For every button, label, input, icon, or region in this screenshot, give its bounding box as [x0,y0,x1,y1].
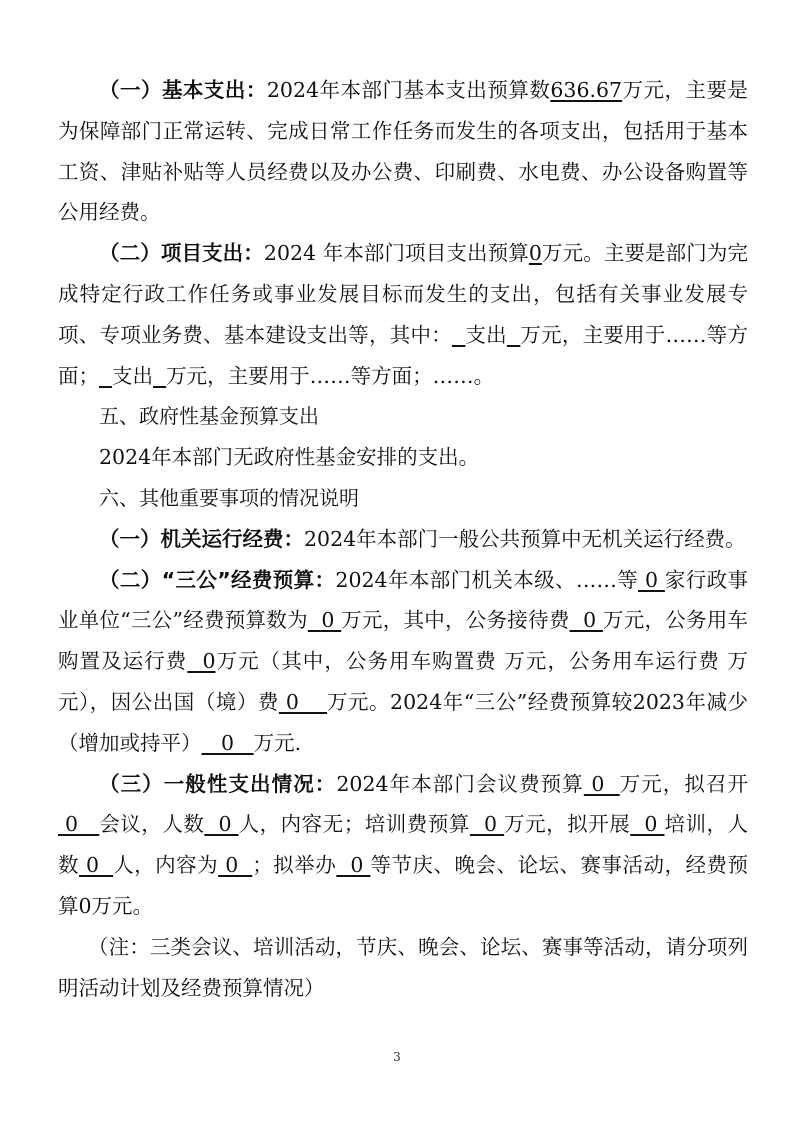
section-5-heading: 五、政府性基金预算支出 [99,404,319,429]
three-public-expenses-label: （二）“三公”经费预算： [99,567,336,592]
general-expenditure-label: （三）一般性支出情况： [99,771,337,796]
basic-expenditure-paragraph: （一）基本支出：2024年本部门基本支出预算数636.67万元，主要是为保障部门正常运转、完成日常工作任务而发生的各项支出，包括用于基本工资、津贴补贴等人员经费以及办公费、印刷费、水电费、办公设备购置等公用经费。 [58,78,748,225]
section-5-text: 2024年本部门无政府性基金安排的支出。 [99,445,480,470]
three-public-expenses-paragraph: （二）“三公”经费预算：2024年本部门机关本级、……等 0 家行政事业单位“三公”经费预算数为 0 万元，其中，公务接待费 0 万元，公务用车购置及运行费 0万元（其中，公务用车购置费 万元，公务用车运行费 万元），因公出国（境）费 0 万元。2024年“三公”经费预算较2023年减少（增加或持平） 0 万元. [58,567,749,755]
document-body [58,70,748,1008]
project-expenditure-label: （二）项目支出： [99,241,264,266]
operating-expenses-paragraph: （一）机关运行经费：2024年本部门一般公共预算中无机关运行经费。 [99,526,746,551]
section-6-heading: 六、其他重要事项的情况说明 [99,485,359,510]
project-expenditure-value: 0 [528,241,542,266]
page-number: 3 [393,1050,401,1064]
general-expenditure-paragraph: （三）一般性支出情况：2024年本部门会议费预算 0 万元，拟召开 0 会议，人数 0 人，内容无；培训费预算 0 万元，拟开展 0 培训，人数 0 人，内容为 0 ；拟举办 0 等节庆、晚会、论坛、赛事活动，经费预算0万元。 [58,771,749,918]
note-paragraph: （注：三类会议、培训活动，节庆、晚会、论坛、赛事等活动，请分项列明活动计划及经费预算情况） [58,934,748,1000]
project-expenditure-paragraph: （二）项目支出：2024 年本部门项目支出预算0万元。主要是部门为完成特定行政工作任务或事业发展目标而发生的支出，包括有关事业发展专项、专项业务费、基本建设支出等，其中： 支出 万元，主要用于……等方面； 支出 万元，主要用于……等方面；……。 [58,241,749,388]
basic-expenditure-label: （一）基本支出： [99,78,267,102]
operating-expenses-label: （一）机关运行经费： [99,526,304,551]
basic-expenditure-value: 636.67 [550,78,623,102]
